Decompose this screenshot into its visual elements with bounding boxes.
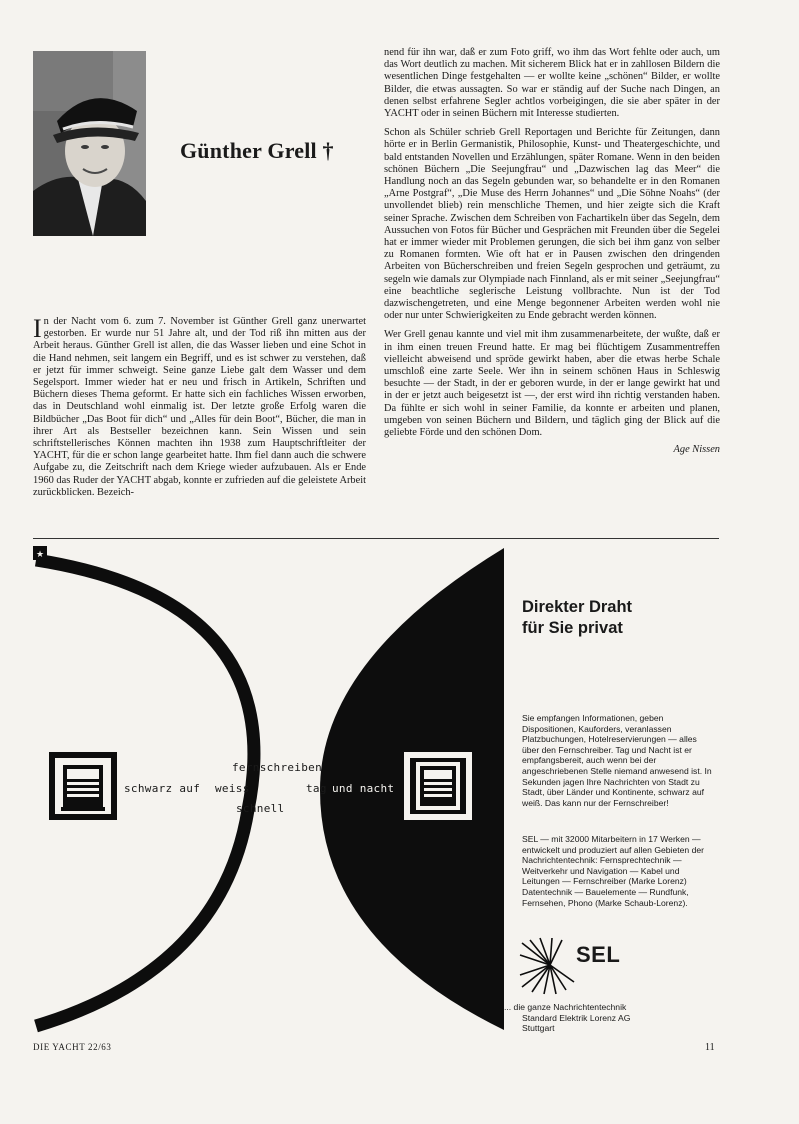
ad-word-und-nacht: und nacht bbox=[332, 782, 395, 795]
footer-magazine-issue: DIE YACHT 22/63 bbox=[33, 1042, 112, 1052]
sel-tagline-line-1: ... die ganze Nachrichtentechnik bbox=[504, 1002, 627, 1012]
portrait-photo bbox=[33, 51, 146, 236]
article-title: Günther Grell † bbox=[180, 138, 334, 163]
section-divider bbox=[33, 538, 719, 539]
sel-logo bbox=[522, 942, 620, 968]
right-paragraph-2: Schon als Schüler schrieb Grell Reportagen und Berichte für Zeitungen, dann hörte er in Berlin Germanistik, Philosophie, Kunst- und Theatergeschichte, und bald entstanden Novellen und Erzählungen, später Romane. Wenn in den beiden schönen Büchern „Die Seejungfrau“ und „Dazwischen lag das Meer“ die Handlung noch an das Segeln gebunden war, so behandelte er in den Romanen „Arne Postgraf“, „Die Muse des Herrn Johannes“ und „Die Söhne Noahs“ (der unvollendet blieb) rein menschliche Themen, und hier zeigte sich die Kraft seiner Sprache. Zwischen dem Schreiben von Fachartikeln über das Segeln, dem Aussuchen von Fotos für Bücher und Gesprächen mit Freunden über die Segelei hat er immer wieder mit Problemen gerungen, die sich bei ihm ganz von selber zu Romanen formten. Wie oft hat er in Pausen zwischen den dringenden Arbeiten von Bücherschreiben und freien Segeln gesprochen und geträumt, zu segeln wie damals zur Olympiade nach Finnland, als er mit seiner „Seejungfrau“ eine beachtliche seglerische Leistung vollbrachte. Nun ist der Tod dazwischengetreten, und eine Menge begonnener Arbeiten werden wohl nie oder nur unter Schwierigkeiten zu Ende gebracht werden können. bbox=[384, 127, 720, 322]
teleprinter-icon-right bbox=[404, 752, 472, 820]
portrait-illustration bbox=[33, 51, 146, 236]
ad-headline bbox=[522, 597, 632, 639]
ad-word-tag: tag bbox=[306, 782, 327, 795]
sel-logo-text: SEL bbox=[576, 942, 621, 967]
ad-body-paragraph-2: SEL — mit 32000 Mitarbeitern in 17 Werken — entwickelt und produziert auf allen Gebieten der Nachrichtentechnik: Fernsprechtechnik — Weitverkehr und Navigation — Kabel und Leitungen — Fernschreiber (Marke Lorenz) Datentechnik — Bauelemente — Rundfunk, Fernsehen, Phono (Marke Schaub-Lorenz). bbox=[522, 834, 705, 908]
right-paragraph-3: Wer Grell genau kannte und viel mit ihm zusammenarbeitete, der wußte, daß er in ihm einen treuen Freund hatte. Er mag bei flüchtigem Zusammentreffen vielleicht abweisend und spröde gewirkt haben, aber die etwas herbe Schale umschloß eine zarte Seele. Wer ihn in seinem schönen Haus in Schleswig besuchte — der Stadt, in der er geboren wurde, in der er lange gewirkt hat und in der er jetzt auch beigesetzt ist —, der erst wird ihn richtig verstanden haben. Da fühlte er sich wohl in seiner Familie, da konnte er arbeiten und planen, umgeben von seinen Büchern und Bildern, und täglich ging der Blick auf die geliebte Förde und den schönen Dom. bbox=[384, 329, 720, 439]
ad-headline-line-1: Direkter Draht bbox=[522, 598, 633, 616]
drop-cap: I bbox=[33, 314, 42, 343]
sel-tagline-line-3: Stuttgart bbox=[522, 1023, 555, 1034]
footer-page-number: 11 bbox=[705, 1042, 715, 1053]
author-signature: Age Nissen bbox=[673, 444, 720, 456]
ad-word-weiss: weiss bbox=[215, 782, 250, 795]
sel-tagline-line-2: Standard Elektrik Lorenz AG bbox=[522, 1012, 631, 1023]
left-paragraph: n der Nacht vom 6. zum 7. November ist Günther Grell ganz unerwartet gestorben. Er wurde nur 51 Jahre alt, und der Tod riß ihn mitten aus der Arbeit heraus. Günther Grell ist allen, die das Wasser lieben und eine Schot in die Hand nehmen, seit langem ein Begriff, und es ist schwer zu verstehen, daß er jetzt für immer schweigt. Seine ganze Liebe galt dem Wasser und dem Segelsport. Immer wieder hat er neu und frisch in Artikeln, Schriften und Büchern dieses Thema geformt. Er hatte sich ein fachliches Wissen erworben, das in Deutschland wohl einmalig ist. Der letzte große Erfolg waren die Bildbücher „Das Boot für dich“ und „Alles für dein Boot“, Bücher, die man in ihrer Art als Bestseller bezeichnen kann. Sein Wissen und sein schriftstellerisches Können machten ihn 1938 zum Hauptschriftleiter der YACHT, für die er schon lange gearbeitet hatte. Ihm fiel dann auch die schwere Aufgabe zu, die Zeitschrift nach dem Kriege wieder aufzubauen. Als er Ende 1960 das Ruder der YACHT abgab, konnte er zufrieden auf die geleistete Arbeit zurückblicken. Bezeich- bbox=[33, 316, 366, 498]
sel-advertisement bbox=[0, 540, 799, 1040]
sel-tagline bbox=[504, 1002, 724, 1034]
article-left-column bbox=[33, 316, 366, 506]
ad-body-company bbox=[522, 834, 712, 908]
ad-body-fernschreiber bbox=[522, 713, 712, 808]
teleprinter-icon-left bbox=[49, 752, 117, 820]
article-right-column bbox=[384, 47, 720, 457]
ad-word-schwarz-auf: schwarz auf bbox=[124, 782, 201, 795]
ad-word-schnell: schnell bbox=[236, 802, 285, 815]
right-paragraph-1: nend für ihn war, daß er zum Foto griff, wo ihm das Wort fehlte oder auch, um das Wort deutlich zu machen. Mit sicherem Blick hat er in zahllosen Bildern die wesentlichen Dinge festgehalten — er wollte keine „schönen“ Bilder, er wollte Bilder, die etwas aussagten. So war er ständig auf der Suche nach Dingen, an denen selbst erfahrene Segler achtlos vorbeigingen, die sie aber später in der YACHT oder in seinen Büchern mit Interesse studierten. bbox=[384, 47, 720, 120]
ad-headline-line-2: für Sie privat bbox=[522, 619, 623, 637]
ad-word-fernschreiben: fernschreiben bbox=[232, 761, 322, 774]
ad-body-paragraph-1: Sie empfangen Informationen, geben Dispositionen, Kauforders, veranlassen Platzbuchungen, Hotelreservierungen — alles über den Fernschreiber. Tag und Nacht ist er empfangsbereit, auch wenn bei der angeschriebenen Stelle niemand anwesend ist. In Sekunden jagen Ihre Nachrichten von Stadt zu Stadt, über Länder und Kontinente, schwarz auf weiß. Das kann nur der Fernschreiber! bbox=[522, 713, 712, 808]
svg-text:★: ★ bbox=[35, 550, 45, 560]
